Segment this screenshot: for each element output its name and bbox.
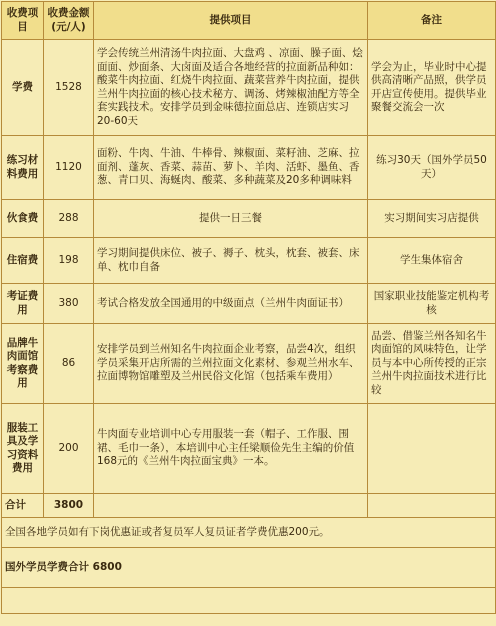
- row-note: 学会为止，毕业时中心提供高清晰产品照，供学员开店宣传使用。提供毕业聚餐交流会一次: [368, 40, 496, 136]
- blank-cell: [2, 588, 496, 614]
- foreign-total: 国外学员学费合计 6800: [2, 548, 496, 588]
- row-note: [368, 404, 496, 494]
- row-content: 学会传统兰州清汤牛肉拉面、大盘鸡 、凉面、臊子面、烩面面、炒面条、大卤面及适合各地经营的拉面新品种如：酸菜牛肉拉面、红烧牛肉拉面、蔬菜营养牛肉拉面，提供兰州牛肉拉面的核心技术秘方、调汤、烤辣椒油配方等全套实践技术。安排学员到金味德拉面总店、连锁店实习20-60天: [94, 40, 368, 136]
- total-label: 合计: [2, 494, 44, 518]
- row-content: 面粉、牛肉、牛油、牛棒骨、辣椒面、菜籽油、芝麻、拉面剂、蓬灰、香菜、蒜苗、萝卜、羊肉、活虾、墨鱼、香葱、青口贝、海蜒肉、酸菜、多种蔬菜及20多种调味料: [94, 136, 368, 200]
- total-empty-content: [94, 494, 368, 518]
- row-item: 伙食费: [2, 200, 44, 238]
- table-row: [2, 200, 496, 238]
- header-note: 备注: [368, 2, 496, 40]
- row-content: 牛肉面专业培训中心专用服装一套（帽子、工作服、围裙、毛巾一条），本培训中心主任梁顺俭先生主编的价值168元的《兰州牛肉拉面宝典》一本。: [94, 404, 368, 494]
- row-fee: 86: [44, 324, 94, 404]
- row-item: 考证费用: [2, 284, 44, 324]
- row-item: 服装工具及学习资料费用: [2, 404, 44, 494]
- row-item: 住宿费: [2, 238, 44, 284]
- row-fee: 200: [44, 404, 94, 494]
- row-fee: 198: [44, 238, 94, 284]
- total-empty-note: [368, 494, 496, 518]
- header-content: 提供项目: [94, 2, 368, 40]
- row-fee: 1120: [44, 136, 94, 200]
- row-item: 学费: [2, 40, 44, 136]
- header-item: 收费项目: [2, 2, 44, 40]
- row-note: 实习期间实习店提供: [368, 200, 496, 238]
- row-item: 练习材料费用: [2, 136, 44, 200]
- row-fee: 380: [44, 284, 94, 324]
- total-value: 3800: [44, 494, 94, 518]
- row-content: 学习期间提供床位、被子、褥子、枕头，枕套、被套、床单、枕巾自备: [94, 238, 368, 284]
- table-row: [2, 136, 496, 200]
- table-row: [2, 238, 496, 284]
- row-content: 提供一日三餐: [94, 200, 368, 238]
- table-row: [2, 324, 496, 404]
- blank-row: [2, 588, 496, 614]
- header-fee: 收费金额(元/人): [44, 2, 94, 40]
- row-fee: 288: [44, 200, 94, 238]
- header-row: [2, 2, 496, 40]
- table-row: [2, 404, 496, 494]
- row-content: 考试合格发放全国通用的中级面点（兰州牛肉面证书）: [94, 284, 368, 324]
- row-content: 安排学员到兰州知名牛肉拉面企业考察，品尝4次，组织学员采集开店所需的兰州拉面文化素材、参观兰州水车、拉面博物馆雕塑及兰州民俗文化馆（包括乘车费用）: [94, 324, 368, 404]
- row-note: 学生集体宿舍: [368, 238, 496, 284]
- discount-row: [2, 518, 496, 548]
- table-row: [2, 284, 496, 324]
- row-item: 品牌牛肉面馆考察费用: [2, 324, 44, 404]
- foreign-total-row: [2, 548, 496, 588]
- row-note: 品尝、借鉴兰州各知名牛肉面馆的风味特色，让学员与本中心所传授的正宗兰州牛肉拉面技术进行比较: [368, 324, 496, 404]
- row-note: 国家职业技能鉴定机构考核: [368, 284, 496, 324]
- row-note: 练习30天（国外学员50天）: [368, 136, 496, 200]
- row-fee: 1528: [44, 40, 94, 136]
- fee-table: [1, 1, 496, 614]
- total-row: [2, 494, 496, 518]
- table-row: [2, 40, 496, 136]
- discount-note: 全国各地学员如有下岗优惠证或者复员军人复员证者学费优惠200元。: [2, 518, 496, 548]
